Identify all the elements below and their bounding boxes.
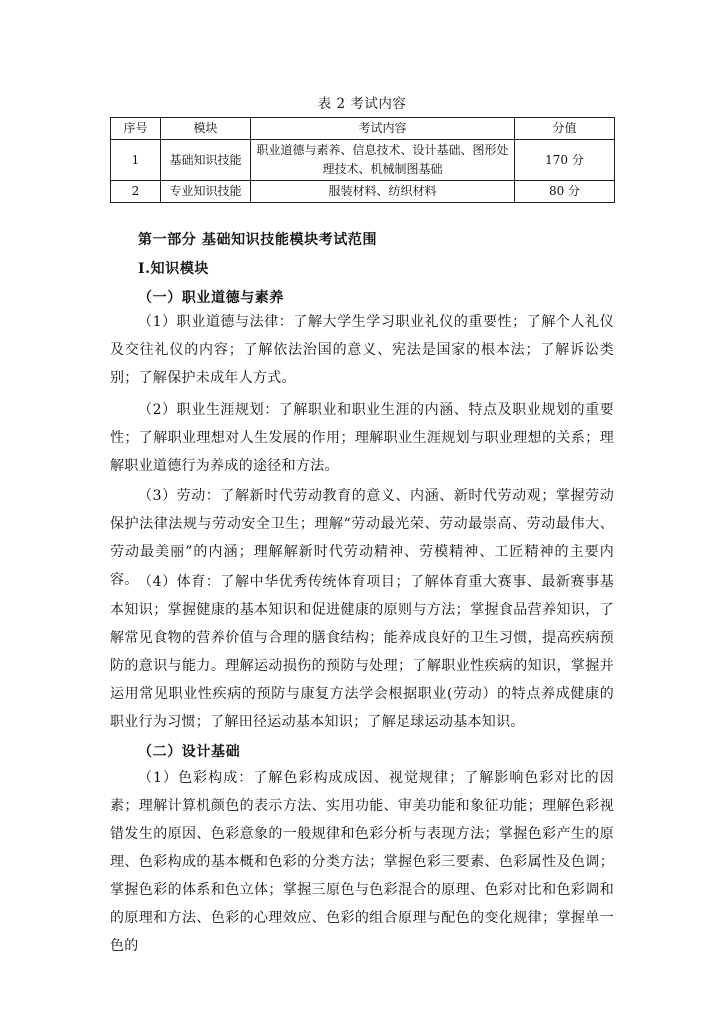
header-index: 序号 [111,118,161,140]
header-module: 模块 [161,118,251,140]
cell-index: 1 [111,140,161,181]
header-content: 考试内容 [251,118,515,140]
subsection-heading-design: （二）设计基础 [138,744,241,760]
cell-module: 基础知识技能 [161,140,251,181]
paragraph-ethics-law: （1）职业道德与法律：了解大学生学习职业礼仪的重要性；了解个人礼仪及交往礼仪的内容；了解依法治国的意义、宪法是国家的根本法；了解诉讼类别；了解保护未成年人方式。 [110,314,614,386]
cell-score: 170 分 [515,140,615,181]
exam-content-table [110,117,615,203]
table-row [111,181,615,203]
table-caption: 表 2 考试内容 [317,96,407,112]
cell-module: 专业知识技能 [161,181,251,203]
header-score: 分值 [515,118,615,140]
cell-score: 80 分 [515,181,615,203]
table-header-row [111,118,615,140]
paragraph-color-composition: （1）色彩构成：了解色彩构成成因、视觉规律；了解影响色彩对比的因素；理解计算机颜色的表示方法、实用功能、审美功能和象征功能；理解色彩视错发生的原因、色彩意象的一般规律和色彩分析与表现方法；掌握色彩产生的原理、色彩构成的基本概和色彩的分类方法；掌握色彩三要素、色彩属性及色调；掌握色彩的体系和色立体；掌握三原色与色彩混合的原理、色彩对比和色彩调和的原理和方法、色彩的心理效应、色彩的组合原理与配色的变化规律；掌握单一色的 [110,770,614,954]
subsection-heading-ethics: （一）职业道德与素养 [138,290,284,306]
paragraph-career-planning: （2）职业生涯规划：了解职业和职业生涯的内涵、特点及职业规划的重要性；了解职业理想对人生发展的作用；理解职业生涯规划与职业理想的关系；理解职业道德行为养成的途径和方法。 [110,402,614,474]
table-row [111,140,615,181]
section-heading: Ⅰ.知识模块 [138,261,210,277]
paragraph-sports: （4）体育：了解中华优秀传统体育项目；了解体育重大赛事、最新赛事基本知识；掌握健康的基本知识和促进健康的原则与方法；掌握食品营养知识，了解常见食物的营养价值与合理的膳食结构；能养成良好的卫生习惯，提高疾病预防的意识与能力。理解运动损伤的预防与处理；了解职业性疾病的知识，掌握并运用常见职业性疾病的预防与康复方法学会根据职业(劳动）的特点养成健康的职业行为习惯；了解田径运动基本知识；了解足球运动基本知识。 [110,574,614,730]
part-heading: 第一部分 基础知识技能模块考试范围 [138,232,378,248]
cell-content: 职业道德与素养、信息技术、设计基础、图形处理技术、机械制图基础 [251,140,515,181]
cell-index: 2 [111,181,161,203]
cell-content: 服装材料、纺织材料 [251,181,515,203]
paragraph-labor: （3）劳动：了解新时代劳动教育的意义、内涵、新时代劳动观；掌握劳动保护法律法规与劳动安全卫生；理解“劳动最光荣、劳动最崇高、劳动最伟大、劳动最美丽”的内涵；理解解新时代劳动精神、劳模精神、工匠精神的主要内容。 [110,488,614,588]
